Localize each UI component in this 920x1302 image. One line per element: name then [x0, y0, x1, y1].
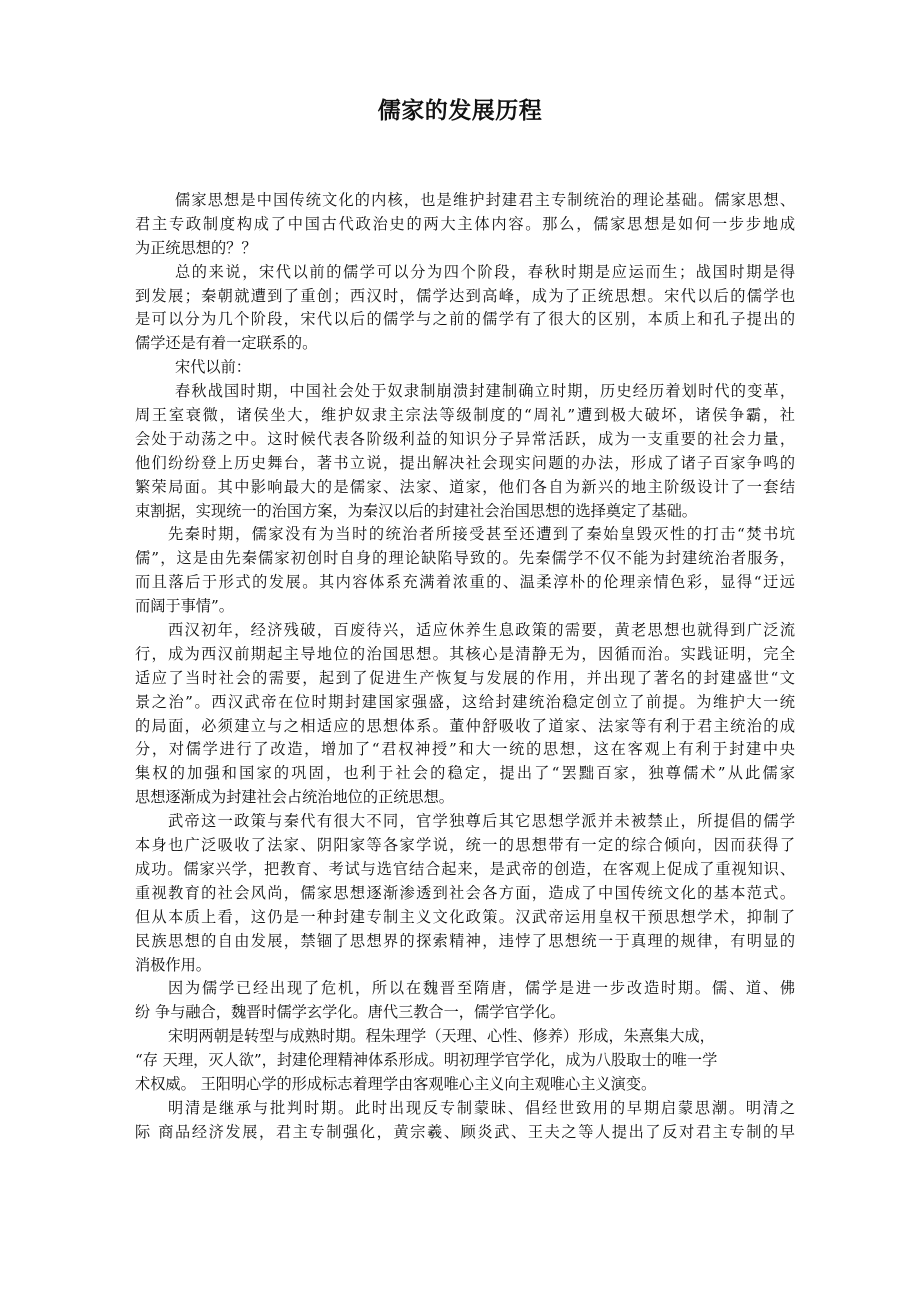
text-line: 春秋战国时期，中国社会处于奴隶制崩溃封建制确立时期，历史经历着划时代的变革， [175, 382, 795, 401]
text-line: 适应了当时社会的需要，起到了促进生产恢复与发展的作用，并出现了著名的封建盛世“文 [135, 668, 795, 687]
text-line: 思想逐渐成为封建社会占统治地位的正统思想。 [135, 788, 454, 807]
text-line: 际 商品经济发展，君主专制强化，黄宗羲、顾炎武、王夫之等人提出了反对君主专制的早 [135, 1122, 795, 1141]
text-line: 的局面，必须建立与之相适应的思想体系。董仲舒吸收了道家、法家等有利于君主统治的成 [135, 716, 795, 735]
text-line: 术权威。 王阳明心学的形成标志着理学由客观唯心主义向主观唯心主义演变。 [135, 1074, 657, 1093]
text-line: 成功。儒家兴学，把教育、考试与选官结合起来，是武帝的创造，在客观上促成了重视知识、 [135, 859, 795, 878]
text-line: 而阔于事情”。 [135, 597, 234, 616]
text-line: 分，对儒学进行了改造，增加了“君权神授”和大一统的思想，这在客观上有利于封建中央 [135, 740, 795, 759]
text-line: 重视教育的社会风尚，儒家思想逐渐渗透到社会各方面，造成了中国传统文化的基本范式。 [135, 883, 795, 902]
text-line: 繁荣局面。其中影响最大的是儒家、法家、道家，他们各自为新兴的地主阶级设计了一套结 [135, 477, 795, 496]
text-line: 儒学还是有着一定联系的。 [135, 334, 318, 353]
text-line: 集权的加强和国家的巩固，也利于社会的稳定，提出了“罢黜百家，独尊儒术”从此儒家 [135, 764, 795, 783]
text-line: 武帝这一政策与秦代有很大不同，官学独尊后其它思想学派并未被禁止，所提倡的儒学 [168, 812, 795, 831]
text-line: 会处于动荡之中。这时候代表各阶级利益的知识分子异常活跃，成为一支重要的社会力量， [135, 429, 795, 448]
text-line: 宋代以前： [175, 358, 251, 377]
text-line: 儒”，这是由先秦儒家初创时自身的理论缺陷导致的。先秦儒学不仅不能为封建统治者服务， [135, 549, 795, 568]
text-line: 为正统思想的？？ [135, 238, 257, 257]
text-line: 君主专政制度构成了中国古代政治史的两大主体内容。那么，儒家思想是如何一步步地成 [135, 214, 795, 233]
text-line: 宋明两朝是转型与成熟时期。程朱理学（天理、心性、修养）形成，朱熹集大成， [168, 1027, 715, 1046]
page-title: 儒家的发展历程 [377, 98, 543, 124]
text-line: 纷 争与融合，魏晋时儒学玄学化。唐代三教合一，儒学官学化。 [135, 1003, 566, 1022]
text-line: 行，成为西汉前期起主导地位的治国思想。其核心是清静无为，因循而治。实践证明，完全 [135, 644, 795, 663]
text-line: 是可以分为几个阶段，宋代以后的儒学与之前的儒学有了很大的区别，本质上和孔子提出的 [135, 310, 795, 329]
text-line: 明清是继承与批判时期。此时出现反专制蒙昧、倡经世致用的早期启蒙思潮。明清之 [168, 1098, 795, 1117]
text-line: 消极作用。 [135, 955, 211, 974]
text-line: 民族思想的自由发展，禁锢了思想界的探索精神，违悖了思想统一于真理的规律，有明显的 [135, 931, 795, 950]
text-line: 总的来说，宋代以前的儒学可以分为四个阶段，春秋时期是应运而生；战国时期是得 [175, 262, 795, 281]
document-body [135, 189, 795, 1145]
text-line: 本身也广泛吸收了法家、阴阳家等各家学说，统一的思想带有一定的综合倾向，因而获得了 [135, 836, 795, 855]
text-line: 他们纷纷登上历史舞台，著书立说，提出解决社会现实问题的办法，形成了诸子百家争鸣的 [135, 453, 795, 472]
text-line: 儒家思想是中国传统文化的内核，也是维护封建君主专制统治的理论基础。儒家思想、 [175, 191, 795, 209]
text-line: 因为儒学已经出现了危机，所以在魏晋至隋唐，儒学是进一步改造时期。儒、道、佛 [168, 979, 795, 998]
text-line: “存 天理，灭人欲”，封建伦理精神体系形成。明初理学官学化，成为八股取士的唯一学 [135, 1051, 718, 1070]
text-line: 景之治”。西汉武帝在位时期封建国家强盛，这给封建统治稳定创立了前提。为维护大一统 [135, 692, 795, 711]
text-line: 但从本质上看，这仍是一种封建专制主义文化政策。汉武帝运用皇权干预思想学术，抑制了 [135, 907, 795, 926]
text-line: 西汉初年，经济残破，百废待兴，适应休养生息政策的需要，黄老思想也就得到广泛流 [168, 621, 795, 640]
text-line: 到发展；秦朝就遭到了重创；西汉时，儒学达到高峰，成为了正统思想。宋代以后的儒学也 [135, 286, 795, 305]
text-line: 周王室衰微，诸侯坐大，维护奴隶主宗法等级制度的“周礼”遭到极大破坏，诸侯争霸，社 [135, 406, 795, 425]
text-line: 束割据，实现统一的治国方案，为秦汉以后的封建社会治国思想的选择奠定了基础。 [135, 501, 697, 520]
text-line: 而且落后于形式的发展。其内容体系充满着浓重的、温柔淳朴的伦理亲情色彩，显得“迂远 [135, 573, 795, 592]
text-line: 先秦时期，儒家没有为当时的统治者所接受甚至还遭到了秦始皇毁灭性的打击“焚书坑 [168, 525, 795, 544]
